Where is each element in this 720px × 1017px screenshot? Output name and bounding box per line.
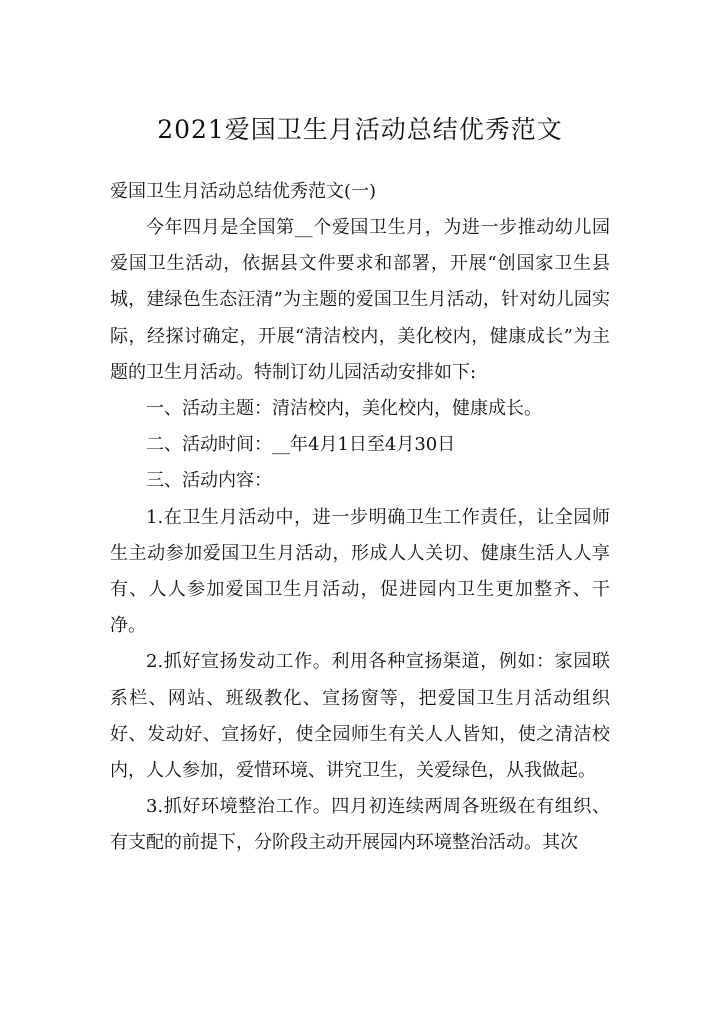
paragraph-item-2: 2.抓好宣扬发动工作。利用各种宣扬渠道，例如：家园联系栏、网站、班级教化、宣扬窗等，把爱国卫生月活动组织好、发动好、宣扬好，使全园师生有关人人皆知，使之清洁校内，人人参加，爱惜环境、讲究卫生，关爱绿色，从我做起。: [110, 651, 610, 782]
paragraph-activity-theme: 一、活动主题：清洁校内，美化校内，健康成长。: [146, 398, 542, 420]
paragraph-activity-content-heading: 三、活动内容：: [146, 470, 272, 492]
paragraph-item-3: 3.抓好环境整治工作。四月初连续两周各班级在有组织、有支配的前提下，分阶段主动开展园内环境整治活动。其次: [110, 796, 610, 854]
paragraph-intro: 今年四月是全国第__个爱国卫生月，为进一步推动幼儿园爱国卫生活动，依据县文件要求和部署，开展“创国家卫生县城，建绿色生态汪清”为主题的爱国卫生月活动，针对幼儿园实际，经探讨确定，开展“清洁校内，美化校内，健康成长”为主题的卫生月活动。特制订幼儿园活动安排如下:: [110, 217, 610, 383]
document-title: 2021爱国卫生月活动总结优秀范文: [157, 115, 563, 144]
paragraph-activity-time: 二、活动时间：__年4月1日至4月30日: [146, 434, 456, 456]
section-title: 爱国卫生月活动总结优秀范文(一): [110, 181, 377, 202]
paragraph-item-1: 1.在卫生月活动中，进一步明确卫生工作责任，让全园师生主动参加爱国卫生月活动，形成人人关切、健康生活人人享有、人人参加爱国卫生月活动，促进园内卫生更加整齐、干净。: [110, 506, 610, 637]
document-body: [110, 210, 610, 862]
